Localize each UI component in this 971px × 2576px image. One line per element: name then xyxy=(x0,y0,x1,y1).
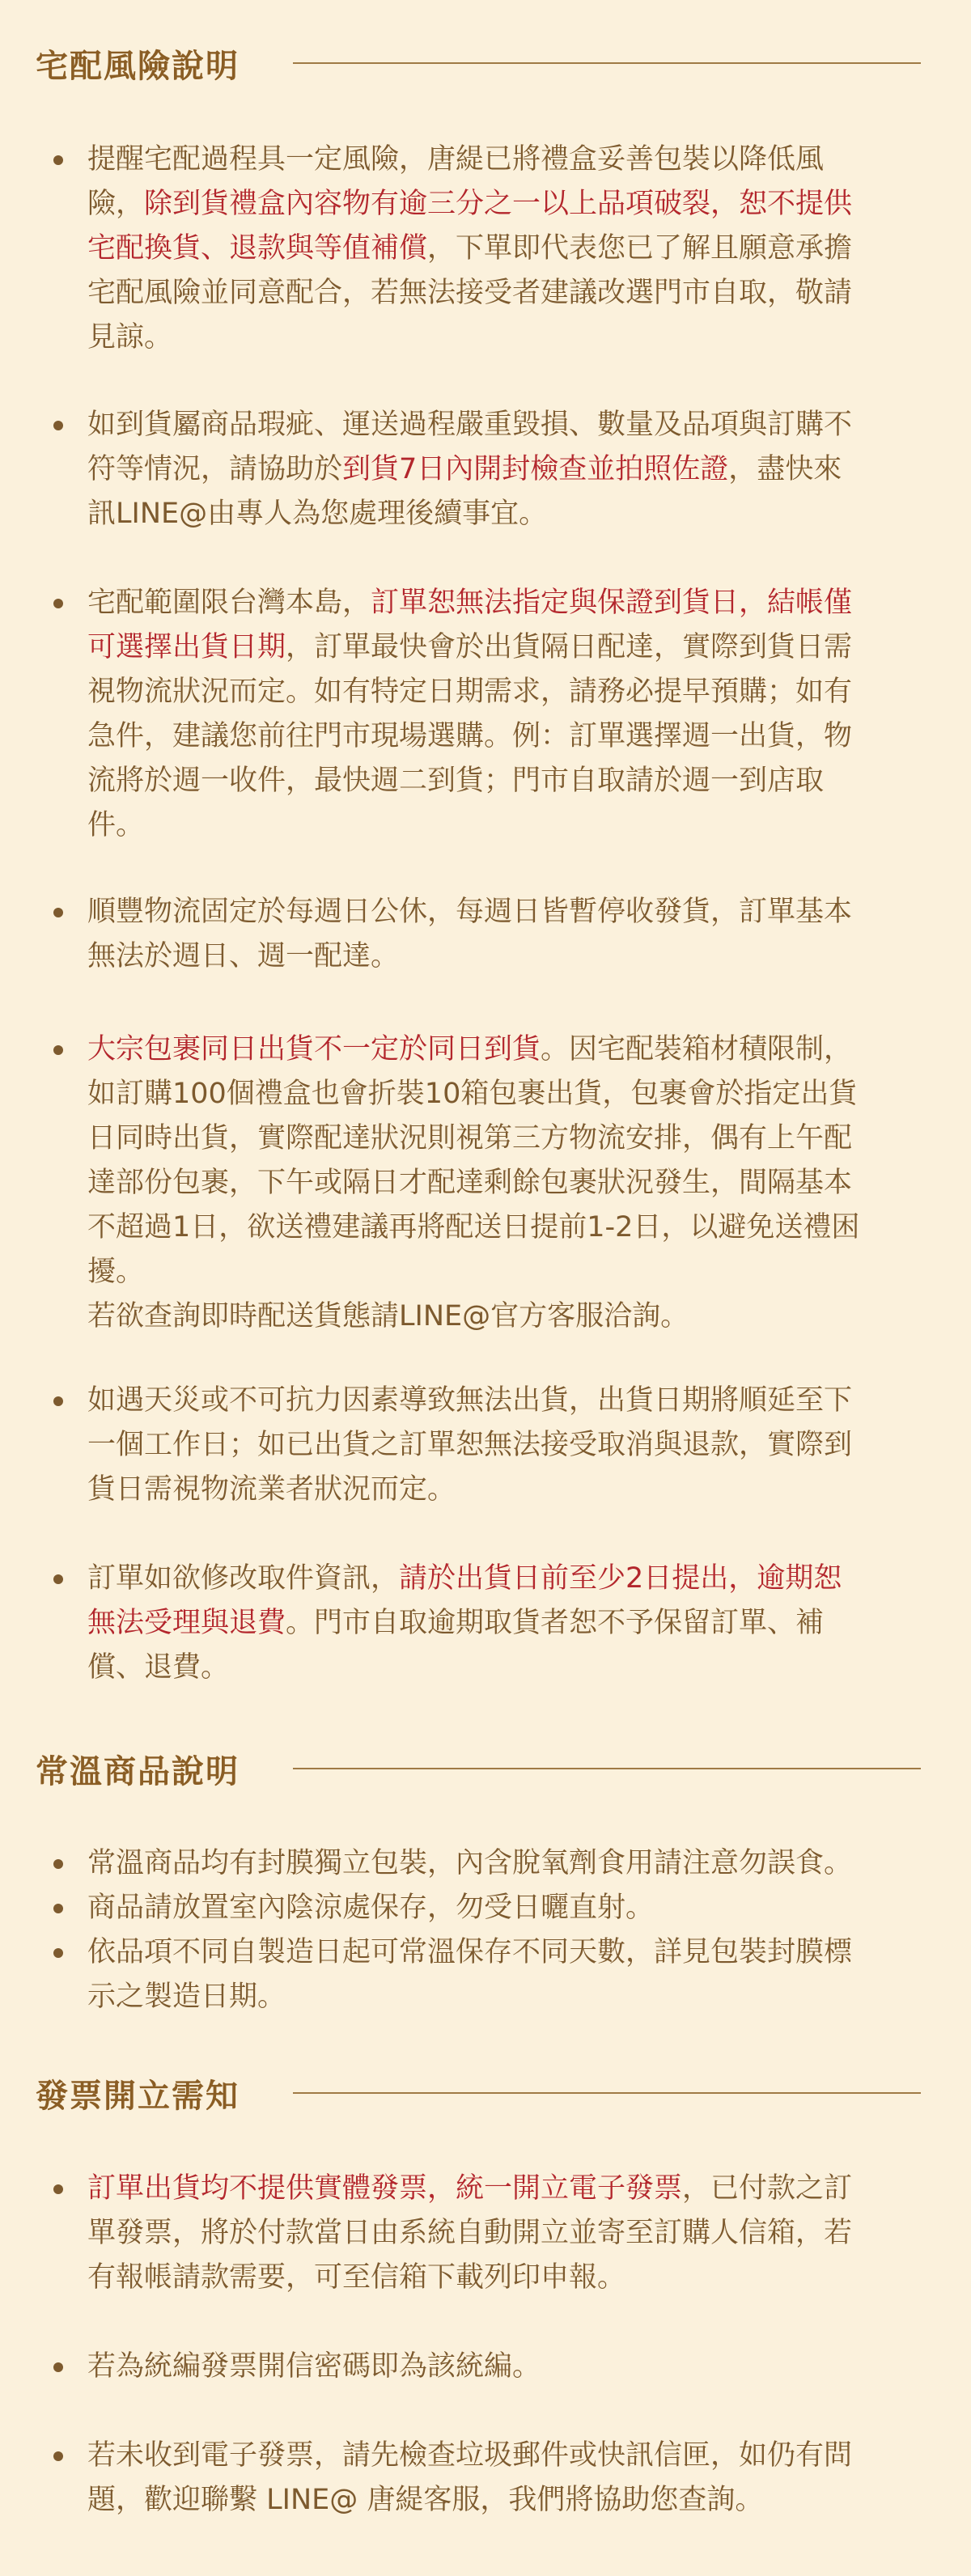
highlighted-text: 無法受理與退費 xyxy=(87,1607,286,1639)
highlighted-text: 請於出貨日前至少2日提出，逾期恕 xyxy=(399,1562,842,1595)
body-text: 不超過1日，欲送禮建議再將配送日提前1-2日，以避免送禮困 xyxy=(87,1211,860,1244)
body-text: 訂單如欲修改取件資訊， xyxy=(87,1562,400,1595)
text-line xyxy=(87,1886,963,1930)
text-line xyxy=(87,759,963,803)
body-text: 提醒宅配過程具一定風險，唐緹已將禮盒妥善包裝以降低風 xyxy=(87,143,825,176)
body-text: 有報帳請款需要，可至信箱下載列印申報。 xyxy=(87,2261,626,2294)
text-line xyxy=(87,803,963,848)
body-text: 常溫商品均有封膜獨立包裝，內含脫氧劑食用請注意勿誤食。 xyxy=(87,1847,853,1879)
body-text: 示之製造日期。 xyxy=(87,1981,286,2013)
section-heading-delivery-risk xyxy=(36,39,921,87)
body-text: 。門市自取逾期取貨者恕不予保留訂單、補 xyxy=(286,1607,825,1639)
text-line xyxy=(87,2478,963,2523)
text-line xyxy=(87,1423,963,1468)
body-text: ，訂單最快會於出貨隔日配達，實際到貨日需 xyxy=(286,631,853,663)
text-line xyxy=(87,1161,963,1205)
bullet-icon xyxy=(53,1904,63,1913)
text-line xyxy=(87,1205,963,1250)
text-line xyxy=(87,138,963,182)
text-line xyxy=(87,1557,963,1601)
text-line xyxy=(87,2345,963,2389)
text-line xyxy=(87,2434,963,2478)
list-item xyxy=(45,403,963,536)
text-line xyxy=(87,182,963,227)
text-line xyxy=(87,670,963,714)
body-text: 一個工作日；如已出貨之訂單恕無法接受取消與退款，實際到 xyxy=(87,1429,853,1461)
text-line xyxy=(87,271,963,316)
text-line xyxy=(87,1646,963,1690)
list-item xyxy=(45,1027,963,1339)
body-text: 如訂購100個禮盒也會折裝10箱包裹出貨，包裹會於指定出貨 xyxy=(87,1078,858,1110)
body-text: 見諒。 xyxy=(87,321,173,354)
list-item xyxy=(45,1930,963,2019)
body-text: ，下單即代表您已了解且願意承擔 xyxy=(427,232,853,265)
text-line xyxy=(87,625,963,670)
text-line xyxy=(87,1116,963,1161)
section-divider xyxy=(293,1768,921,1769)
list-item xyxy=(45,1557,963,1690)
text-line xyxy=(87,581,963,625)
body-text: 件。 xyxy=(87,809,145,841)
body-text: 依品項不同自製造日起可常溫保存不同天數，詳見包裝封膜標 xyxy=(87,1936,853,1968)
text-line xyxy=(87,1294,963,1339)
section-heading-room-temp-products xyxy=(36,1744,921,1793)
body-text: 題，歡迎聯繫 LINE@ 唐緹客服，我們將協助您查詢。 xyxy=(87,2484,764,2516)
body-text: ，盡快來 xyxy=(728,453,842,485)
body-text: 險， xyxy=(87,188,145,220)
bullet-icon xyxy=(53,2451,63,2461)
bullet-icon xyxy=(53,421,63,430)
bullet-icon xyxy=(53,1948,63,1958)
text-line xyxy=(87,403,963,447)
bullet-icon xyxy=(53,1859,63,1869)
text-line xyxy=(87,934,963,979)
text-line xyxy=(87,2256,963,2300)
section-title: 宅配風險說明 xyxy=(36,47,240,85)
highlighted-text: 訂單恕無法指定與保證到貨日，結帳僅 xyxy=(371,587,853,619)
list-item xyxy=(45,890,963,979)
text-line xyxy=(87,447,963,492)
text-line xyxy=(87,227,963,271)
text-line xyxy=(87,1601,963,1646)
text-line xyxy=(87,1027,963,1072)
section-title: 常溫商品說明 xyxy=(36,1752,240,1790)
list-item xyxy=(45,1886,963,1930)
body-text: 順豐物流固定於每週日公休，每週日皆暫停收發貨，訂單基本 xyxy=(87,896,853,928)
body-text: 訊LINE@由專人為您處理後續事宜。 xyxy=(87,498,548,530)
bullet-icon xyxy=(53,155,63,165)
section-divider xyxy=(293,2092,921,2094)
text-line xyxy=(87,2211,963,2256)
body-text: 如遇天災或不可抗力因素導致無法出貨，出貨日期將順延至下 xyxy=(87,1384,853,1417)
body-text: 商品請放置室內陰涼處保存，勿受日曬直射。 xyxy=(87,1892,655,1924)
text-line xyxy=(87,1930,963,1975)
body-text: 視物流狀況而定。如有特定日期需求，請務必提早預購；如有 xyxy=(87,676,853,708)
body-text: 無法於週日、週一配達。 xyxy=(87,940,400,972)
text-line xyxy=(87,1072,963,1116)
body-text: 若欲查詢即時配送貨態請LINE@官方客服洽詢。 xyxy=(87,1300,689,1332)
bullet-icon xyxy=(53,908,63,917)
body-text: 達部份包裹，下午或隔日才配達剩餘包裹狀況發生，間隔基本 xyxy=(87,1167,853,1199)
text-line xyxy=(87,492,963,536)
highlighted-text: 除到貨禮盒內容物有逾三分之一以上品項破裂，恕不提供 xyxy=(144,188,853,220)
list-item xyxy=(45,2167,963,2300)
section-divider xyxy=(293,62,921,64)
body-text: 日同時出貨，實際配達狀況則視第三方物流安排，偶有上午配 xyxy=(87,1122,853,1155)
highlighted-text: 訂單出貨均不提供實體發票，統一開立電子發票 xyxy=(87,2172,683,2205)
body-text: 宅配範圍限台灣本島， xyxy=(87,587,371,619)
body-text: 擾。 xyxy=(87,1256,145,1288)
text-line xyxy=(87,1975,963,2019)
text-line xyxy=(87,714,963,759)
highlighted-text: 宅配換貨、退款與等值補償 xyxy=(87,232,428,265)
list-item xyxy=(45,2434,963,2523)
list-item xyxy=(45,581,963,848)
bullet-icon xyxy=(53,1045,63,1055)
highlighted-text: 可選擇出貨日期 xyxy=(87,631,286,663)
body-text: 若未收到電子發票，請先檢查垃圾郵件或快訊信匣，如仍有問 xyxy=(87,2439,853,2472)
body-text: 急件，建議您前往門市現場選購。例：訂單選擇週一出貨，物 xyxy=(87,720,853,752)
body-text: 單發票，將於付款當日由系統自動開立並寄至訂購人信箱，若 xyxy=(87,2217,853,2249)
highlighted-text: 到貨7日內開封檢查並拍照佐證 xyxy=(342,453,729,485)
section-heading-invoice-notice xyxy=(36,2069,921,2117)
list-item xyxy=(45,2345,963,2389)
text-line xyxy=(87,890,963,934)
text-line xyxy=(87,2167,963,2211)
list-item xyxy=(45,138,963,360)
section-title: 發票開立需知 xyxy=(36,2077,240,2115)
body-text: 流將於週一收件，最快週二到貨；門市自取請於週一到店取 xyxy=(87,765,825,797)
list-item xyxy=(45,1841,963,1886)
highlighted-text: 大宗包裹同日出貨不一定於同日到貨 xyxy=(87,1033,541,1066)
text-line xyxy=(87,316,963,360)
text-line xyxy=(87,1250,963,1294)
body-text: 若為統編發票開信密碼即為該統編。 xyxy=(87,2350,541,2383)
body-text: 。因宅配裝箱材積限制， xyxy=(541,1033,853,1066)
body-text: 宅配風險並同意配合，若無法接受者建議改選門市自取，敬請 xyxy=(87,277,853,309)
body-text: 符等情況，請協助於 xyxy=(87,453,343,485)
bullet-icon xyxy=(53,2184,63,2194)
body-text: ，已付款之訂 xyxy=(682,2172,853,2205)
list-item xyxy=(45,1379,963,1512)
bullet-icon xyxy=(53,1574,63,1584)
text-line xyxy=(87,1468,963,1512)
body-text: 如到貨屬商品瑕疵、運送過程嚴重毀損、數量及品項與訂購不 xyxy=(87,409,853,441)
body-text: 償、退費。 xyxy=(87,1651,230,1684)
text-line xyxy=(87,1379,963,1423)
body-text: 貨日需視物流業者狀況而定。 xyxy=(87,1473,456,1506)
bullet-icon xyxy=(53,2362,63,2372)
bullet-icon xyxy=(53,599,63,608)
text-line xyxy=(87,1841,963,1886)
bullet-icon xyxy=(53,1396,63,1406)
